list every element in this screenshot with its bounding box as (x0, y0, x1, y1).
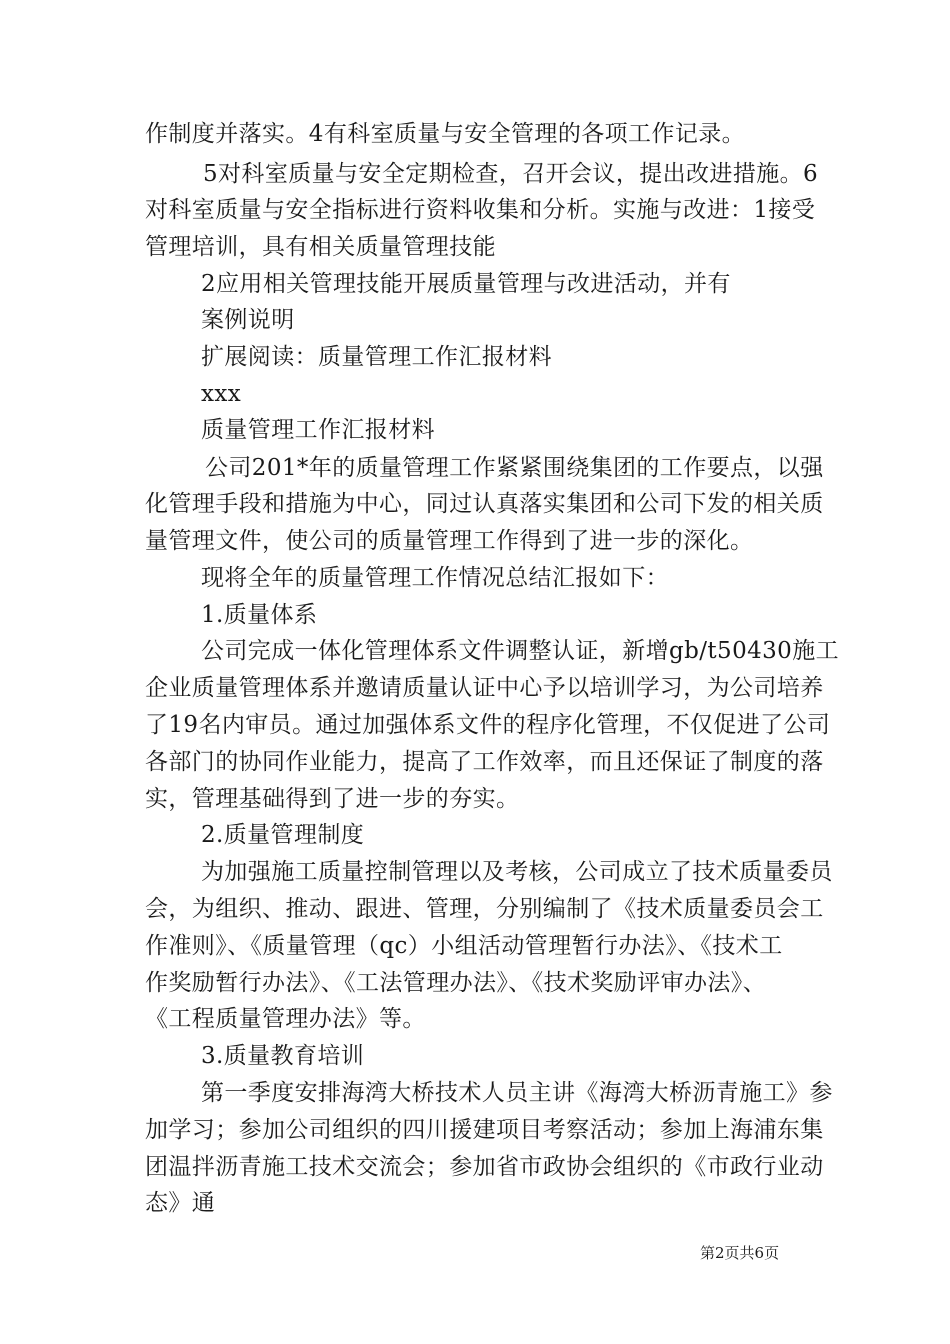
text-line: 企业质量管理体系并邀请质量认证中心予以培训学习，为公司培养 (145, 675, 824, 701)
text-line: 量管理文件，使公司的质量管理工作得到了进一步的深化。 (145, 528, 754, 554)
section-title: 质量管理工作汇报材料 (201, 417, 435, 443)
text-line: 作奖励暂行办法》、《工法管理办法》、《技术奖励评审办法》、 (145, 970, 767, 996)
text-line: 5对科室质量与安全定期检查，召开会议，提出改进措施。6 (203, 161, 819, 187)
section-heading: 1.质量体系 (201, 602, 318, 628)
text-line: 作准则》、《质量管理（qc）小组活动管理暂行办法》、《技术工 (145, 933, 783, 959)
text-line: 实，管理基础得到了进一步的夯实。 (145, 786, 520, 812)
text-line: 各部门的协同作业能力，提高了工作效率，而且还保证了制度的落 (145, 749, 824, 775)
text-line: 《工程质量管理办法》等。 (145, 1006, 426, 1032)
section-heading: 2.质量管理制度 (201, 822, 365, 848)
page-number: 第2页共6页 (700, 1244, 780, 1262)
text-line: 现将全年的质量管理工作情况总结汇报如下： (201, 565, 669, 591)
text-line: 团温拌沥青施工技术交流会；参加省市政协会组织的《市政行业动 (145, 1154, 824, 1180)
text-line: 对科室质量与安全指标进行资料收集和分析。实施与改进：1接受 (145, 197, 816, 223)
text-line: 管理培训，具有相关质量管理技能 (145, 234, 496, 260)
text-line: 态》通 (145, 1190, 216, 1216)
text-line: 公司完成一体化管理体系文件调整认证，新增gb/t50430施工 (201, 638, 840, 664)
text-line: 化管理手段和措施为中心，同过认真落实集团和公司下发的相关质 (145, 491, 824, 517)
text-line: 案例说明 (201, 307, 295, 333)
text-line: xxx (201, 381, 242, 407)
text-line: 第一季度安排海湾大桥技术人员主讲《海湾大桥沥青施工》参 (201, 1080, 833, 1106)
section-heading: 3.质量教育培训 (201, 1043, 365, 1069)
text-line: 公司201*年的质量管理工作紧紧围绕集团的工作要点，以强 (205, 455, 824, 481)
text-line: 了19名内审员。通过加强体系文件的程序化管理，不仅促进了公司 (145, 712, 831, 738)
text-line: 2应用相关管理技能开展质量管理与改进活动，并有 (201, 271, 731, 297)
text-line: 作制度并落实。4有科室质量与安全管理的各项工作记录。 (145, 121, 746, 147)
text-line: 为加强施工质量控制管理以及考核，公司成立了技术质量委员 (201, 859, 833, 885)
text-line: 加学习；参加公司组织的四川援建项目考察活动；参加上海浦东集 (145, 1117, 824, 1143)
text-line: 会，为组织、推动、跟进、管理，分别编制了《技术质量委员会工 (145, 896, 824, 922)
text-line: 扩展阅读：质量管理工作汇报材料 (201, 344, 552, 370)
